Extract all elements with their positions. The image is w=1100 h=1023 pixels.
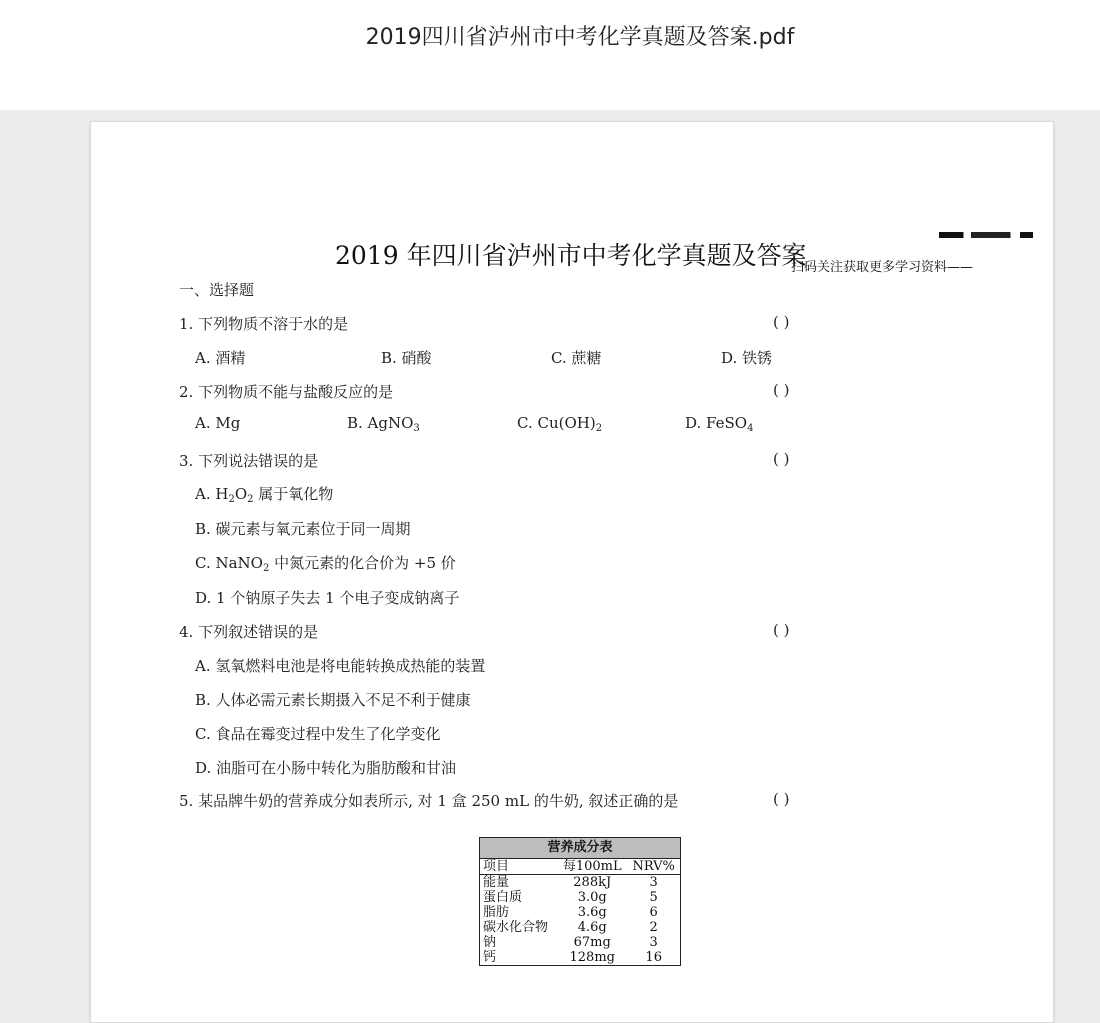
q1-option-b: B. 硝酸 <box>381 349 432 367</box>
nutrition-cell: 钙 <box>483 950 497 965</box>
answer-bracket-1: ( ) <box>773 313 790 331</box>
question-2-stem: 2. 下列物质不能与盐酸反应的是 <box>179 383 394 401</box>
answer-bracket-5: ( ) <box>773 790 790 808</box>
promo-label: 扫码关注获取更多学习资料—— <box>791 260 974 275</box>
question-1-stem: 1. 下列物质不溶于水的是 <box>179 315 349 333</box>
nutrition-cell: 16 <box>645 950 662 965</box>
question-4-stem: 4. 下列叙述错误的是 <box>179 623 319 641</box>
nutrition-cell: 128mg <box>569 950 615 965</box>
nutrition-cell: 3.0g <box>577 890 607 905</box>
table-row <box>480 905 680 920</box>
q1-option-d: D. 铁锈 <box>721 349 773 367</box>
q4-option-a: A. 氢氧燃料电池是将电能转换成热能的装置 <box>195 657 486 675</box>
nutrition-table <box>479 837 681 966</box>
q4-option-d: D. 油脂可在小肠中转化为脂肪酸和甘油 <box>195 759 457 777</box>
nutrition-cell: 288kJ <box>573 875 612 890</box>
section-heading: 一、选择题 <box>179 281 255 299</box>
q4-option-b: B. 人体必需元素长期摄入不足不利于健康 <box>195 691 471 709</box>
answer-bracket-2: ( ) <box>773 381 790 399</box>
nutrition-cell: 3 <box>649 935 658 950</box>
q2-option-b <box>347 414 420 432</box>
nutrition-cell: 4.6g <box>577 920 607 935</box>
nutrition-cell: 67mg <box>573 935 611 950</box>
q3-a-mid: O <box>234 485 248 503</box>
nutrition-cell: 蛋白质 <box>483 890 523 905</box>
q3-option-a <box>195 483 333 504</box>
paper-title: 2019 年四川省泸州市中考化学真题及答案 <box>335 241 807 270</box>
q2-c-text: C. Cu(OH) <box>517 414 596 432</box>
nutrition-cell: 5 <box>649 890 658 905</box>
nutrition-header-item: 项目 <box>480 859 557 875</box>
nutrition-table-grid <box>480 859 680 965</box>
nutrition-cell: 碳水化合物 <box>483 920 549 935</box>
q2-b-text: B. AgNO <box>347 414 414 432</box>
q3-c-text: C. NaNO <box>195 554 263 572</box>
q3-a-sub1: 2 <box>228 494 235 505</box>
q2-option-a: A. Mg <box>195 414 241 432</box>
nutrition-header-row <box>480 859 680 875</box>
q2-d-sub: 4 <box>747 423 754 434</box>
nutrition-header-nrv: NRV% <box>627 859 680 875</box>
viewer-titlebar <box>0 0 1100 110</box>
nutrition-cell: 能量 <box>483 875 510 890</box>
nutrition-cell: 3 <box>649 875 658 890</box>
q3-option-b: B. 碳元素与氧元素位于同一周期 <box>195 520 411 538</box>
q2-b-sub: 3 <box>413 423 420 434</box>
nutrition-table-title: 营养成分表 <box>480 838 680 859</box>
q2-option-c <box>517 414 602 432</box>
table-row <box>480 890 680 905</box>
q2-d-text: D. FeSO <box>685 414 748 432</box>
answer-bracket-4: ( ) <box>773 621 790 639</box>
table-row <box>480 950 680 965</box>
q2-c-sub: 2 <box>595 423 603 434</box>
q4-option-c: C. 食品在霉变过程中发生了化学变化 <box>195 725 441 743</box>
document-title: 2019四川省泸州市中考化学真题及答案.pdf <box>365 25 795 50</box>
nutrition-cell: 钠 <box>483 935 497 950</box>
q3-a-sub2: 2 <box>247 494 254 505</box>
nutrition-cell: 2 <box>649 920 658 935</box>
q3-c-sub: 2 <box>262 563 270 574</box>
question-3-stem: 3. 下列说法错误的是 <box>179 452 319 470</box>
q3-a-post: 属于氧化物 <box>253 485 334 503</box>
nutrition-cell: 3.6g <box>577 905 607 920</box>
nutrition-cell: 6 <box>649 905 658 920</box>
answer-bracket-3: ( ) <box>773 450 790 468</box>
nutrition-cell: 脂肪 <box>483 905 510 920</box>
q3-option-d: D. 1 个钠原子失去 1 个电子变成钠离子 <box>195 589 460 607</box>
nutrition-header-per100ml: 每100mL <box>557 859 627 875</box>
question-5-stem: 5. 某品牌牛奶的营养成分如表所示, 对 1 盒 250 mL 的牛奶, 叙述正确的是 <box>179 792 679 810</box>
q3-option-c <box>195 552 456 573</box>
q3-c-post: 中氮元素的化合价为 +5 价 <box>269 554 456 572</box>
table-row <box>480 935 680 950</box>
pdf-page[interactable] <box>90 121 1054 1023</box>
q2-option-d <box>685 414 753 432</box>
scan-mark-artifact <box>939 232 1033 238</box>
promo-text <box>791 256 973 275</box>
q3-a-text: A. H <box>195 485 229 503</box>
q1-option-a: A. 酒精 <box>195 349 246 367</box>
table-row <box>480 875 680 891</box>
table-row <box>480 920 680 935</box>
q1-option-c: C. 蔗糖 <box>551 349 602 367</box>
